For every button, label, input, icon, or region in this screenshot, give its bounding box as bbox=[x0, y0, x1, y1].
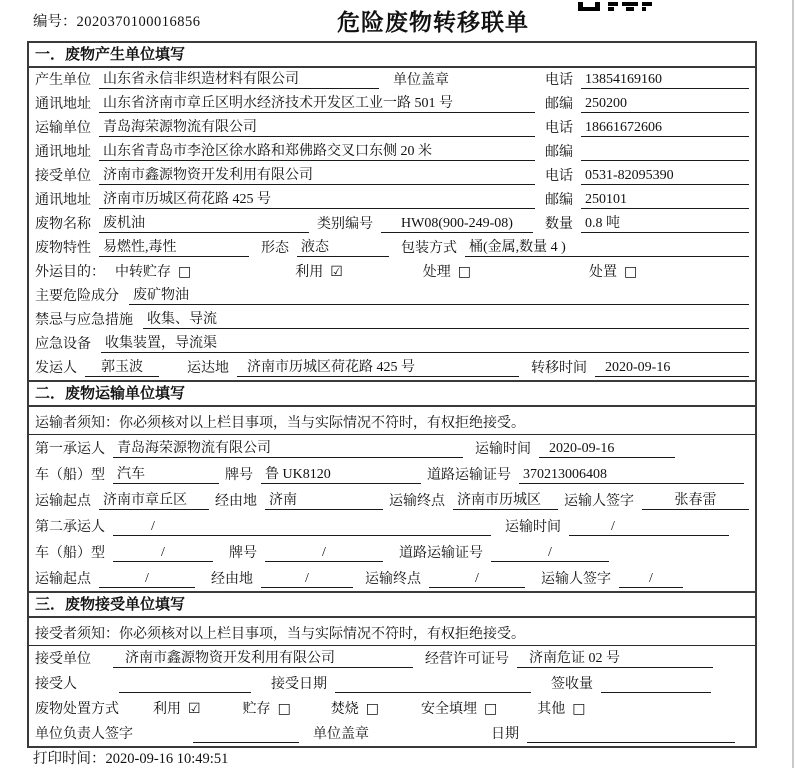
option-label: 其他 bbox=[537, 702, 566, 717]
via-label: 经由地 bbox=[215, 494, 257, 509]
packing-label: 包装方式 bbox=[401, 241, 457, 256]
row-receiver-unit bbox=[29, 164, 755, 188]
second-road-permit-field: / bbox=[491, 545, 609, 562]
producer-unit-field: 山东省永信非织造材料有限公司 bbox=[99, 72, 379, 89]
disposal-option-utilize bbox=[153, 701, 201, 718]
road-permit-label: 道路运输证号 bbox=[399, 546, 483, 561]
row-producer-unit bbox=[29, 68, 755, 92]
carrier-sign-label: 运输人签字 bbox=[541, 572, 611, 587]
address-label: 通讯地址 bbox=[35, 97, 91, 112]
manifest-form bbox=[27, 41, 757, 748]
purpose-option-transfer-storage bbox=[115, 264, 191, 281]
row-producer-address bbox=[29, 92, 755, 116]
checkbox-disposal-storage: □ bbox=[277, 701, 291, 717]
disposal-method-label: 废物处置方式 bbox=[35, 702, 119, 717]
transport-time-label: 运输时间 bbox=[475, 442, 531, 457]
first-road-permit-field: 370213006408 bbox=[519, 467, 744, 484]
option-label: 利用 bbox=[153, 702, 181, 717]
disposal-option-other bbox=[537, 701, 585, 718]
shipper-label: 发运人 bbox=[35, 361, 77, 376]
hazard-component-field: 废矿物油 bbox=[129, 288, 749, 305]
checkbox-disposal-utilize: ☑ bbox=[188, 701, 201, 717]
row-first-route bbox=[29, 487, 755, 513]
plate-label: 牌号 bbox=[229, 546, 257, 561]
option-label: 利用 bbox=[295, 265, 324, 280]
origin-label: 运输起点 bbox=[35, 494, 91, 509]
second-carrier-label: 第二承运人 bbox=[35, 520, 105, 535]
first-origin-field: 济南市章丘区 bbox=[99, 493, 209, 510]
doc-number-value: 2020370100016856 bbox=[76, 14, 201, 30]
checkbox-utilize: ☑ bbox=[330, 264, 343, 280]
license-field: 济南危证 02 号 bbox=[517, 651, 713, 668]
first-carrier-sign-field: 张春雷 bbox=[642, 493, 749, 510]
form-label: 形态 bbox=[261, 241, 289, 256]
second-terminus-field: / bbox=[429, 571, 525, 588]
phone-label: 电话 bbox=[545, 121, 573, 136]
date-label: 日期 bbox=[491, 727, 519, 742]
phone-label: 电话 bbox=[545, 169, 573, 184]
receiver-address-field: 济南市历城区荷花路 425 号 bbox=[99, 192, 535, 209]
checkbox-dispose: □ bbox=[624, 264, 638, 280]
receiver-zip-field: 250101 bbox=[581, 192, 749, 209]
shipper-field: 郭玉波 bbox=[85, 360, 159, 377]
waste-character-field: 易燃性,毒性 bbox=[99, 240, 249, 257]
form-field: 液态 bbox=[297, 240, 389, 257]
second-carrier-field: / bbox=[113, 519, 491, 536]
page-title: 危险废物转移联单 bbox=[337, 9, 529, 35]
hazard-component-label: 主要危险成分 bbox=[35, 289, 119, 304]
receiver-phone-field: 0531-82095390 bbox=[581, 168, 749, 185]
transporter-address-field: 山东省青岛市李沧区徐水路和郑佛路交叉口东侧 20 米 bbox=[99, 144, 535, 161]
qr-code-fragment bbox=[578, 0, 652, 16]
vehicle-type-label: 车（船）型 bbox=[35, 546, 105, 561]
row-waste-name bbox=[29, 212, 755, 236]
category-code-field: HW08(900-249-08) bbox=[381, 216, 533, 233]
quantity-label: 数量 bbox=[545, 217, 573, 232]
quantity-field: 0.8 吨 bbox=[581, 216, 749, 233]
disposal-option-storage bbox=[243, 701, 291, 718]
road-permit-label: 道路运输证号 bbox=[427, 468, 511, 483]
option-label: 中转贮存 bbox=[115, 265, 171, 280]
page-edge-line bbox=[792, 0, 794, 768]
responsible-sign-field bbox=[193, 727, 299, 743]
waste-name-field: 废机油 bbox=[99, 216, 309, 233]
acceptor-field bbox=[119, 677, 251, 693]
row-transporter-address bbox=[29, 140, 755, 164]
first-terminus-field: 济南市历城区 bbox=[453, 493, 558, 510]
first-via-field: 济南 bbox=[265, 493, 383, 510]
accept-unit-field: 济南市鑫源物资开发利用有限公司 bbox=[113, 651, 413, 668]
unit-seal-label: 单位盖章 bbox=[313, 727, 369, 742]
doc-number-label: 编号： bbox=[33, 14, 77, 30]
print-time bbox=[33, 747, 228, 768]
transfer-time-field: 2020-09-16 bbox=[595, 360, 749, 377]
checkbox-disposal-other: □ bbox=[572, 701, 586, 717]
producer-zip-field: 250200 bbox=[581, 96, 749, 113]
first-transport-time-field: 2020-09-16 bbox=[539, 441, 675, 458]
checkbox-disposal-landfill: □ bbox=[484, 701, 498, 717]
emergency-equipment-field: 收集装置，导流渠 bbox=[101, 336, 749, 353]
row-acceptor bbox=[29, 671, 755, 696]
second-carrier-sign-field: / bbox=[619, 571, 683, 588]
first-carrier-label: 第一承运人 bbox=[35, 442, 105, 457]
section-transporter-title: 二．废物运输单位填写 bbox=[29, 382, 755, 407]
row-first-vehicle bbox=[29, 461, 755, 487]
emergency-measures-field: 收集、导流 bbox=[143, 312, 749, 329]
second-transport-time-field: / bbox=[569, 519, 729, 536]
zip-label: 邮编 bbox=[545, 193, 573, 208]
packing-field: 桶(金属,数量 4 ) bbox=[465, 240, 749, 257]
row-emergency-equipment bbox=[29, 332, 755, 356]
responsible-sign-label: 单位负责人签字 bbox=[35, 727, 133, 742]
destination-label: 运达地 bbox=[187, 361, 229, 376]
row-first-carrier bbox=[29, 435, 755, 461]
transporter-phone-field: 18661672606 bbox=[581, 120, 749, 137]
section-producer bbox=[29, 43, 755, 380]
transporter-zip-field bbox=[581, 145, 749, 161]
checkbox-disposal-incinerate: □ bbox=[365, 701, 380, 717]
zip-label: 邮编 bbox=[545, 145, 573, 160]
checkbox-transfer-storage: □ bbox=[178, 264, 192, 280]
via-label: 经由地 bbox=[211, 572, 253, 587]
option-label: 安全填埋 bbox=[421, 702, 478, 717]
category-code-label: 类别编号 bbox=[317, 217, 373, 232]
second-via-field: / bbox=[261, 571, 353, 588]
row-dispatch bbox=[29, 356, 755, 380]
first-plate-field: 鲁 UK8120 bbox=[261, 467, 421, 484]
transporter-unit-field: 青岛海荣源物流有限公司 bbox=[99, 120, 535, 137]
license-label: 经营许可证号 bbox=[425, 652, 509, 667]
first-carrier-field: 青岛海荣源物流有限公司 bbox=[113, 441, 463, 458]
second-vehicle-type-field: / bbox=[113, 545, 213, 562]
terminus-label: 运输终点 bbox=[365, 572, 421, 587]
print-time-value: 2020-09-16 10:49:51 bbox=[105, 751, 229, 767]
row-disposal-method bbox=[29, 696, 755, 721]
second-plate-field: / bbox=[265, 545, 383, 562]
origin-label: 运输起点 bbox=[35, 572, 91, 587]
section-receiver bbox=[29, 591, 755, 746]
emergency-equipment-label: 应急设备 bbox=[35, 337, 91, 352]
address-label: 通讯地址 bbox=[35, 193, 91, 208]
transport-time-label: 运输时间 bbox=[505, 520, 561, 535]
transporter-unit-label: 运输单位 bbox=[35, 121, 91, 136]
section-producer-title: 一．废物产生单位填写 bbox=[29, 43, 755, 68]
plate-label: 牌号 bbox=[225, 468, 253, 483]
purpose-option-dispose bbox=[589, 264, 637, 281]
signed-quantity-field bbox=[601, 677, 711, 693]
row-second-vehicle bbox=[29, 539, 755, 565]
unit-seal-label: 单位盖章 bbox=[393, 73, 449, 88]
section-transporter bbox=[29, 380, 755, 591]
row-second-carrier bbox=[29, 513, 755, 539]
receiver-notice: 接受者须知：你必须核对以上栏目事项，当与实际情况不符时，有权拒绝接受。 bbox=[29, 618, 755, 646]
accept-date-label: 接受日期 bbox=[271, 677, 327, 692]
second-origin-field: / bbox=[99, 571, 195, 588]
acceptor-label: 接受人 bbox=[35, 677, 77, 692]
terminus-label: 运输终点 bbox=[389, 494, 445, 509]
carrier-sign-label: 运输人签字 bbox=[564, 494, 634, 509]
print-time-label: 打印时间： bbox=[33, 751, 106, 767]
option-label: 焚烧 bbox=[330, 702, 359, 717]
purpose-label: 外运目的： bbox=[35, 265, 105, 280]
first-vehicle-type-field: 汽车 bbox=[113, 467, 219, 484]
option-label: 处置 bbox=[589, 265, 618, 280]
receiver-unit-field: 济南市鑫源物资开发利用有限公司 bbox=[99, 168, 535, 185]
waste-name-label: 废物名称 bbox=[35, 217, 91, 232]
destination-field: 济南市历城区荷花路 425 号 bbox=[237, 360, 519, 377]
checkbox-treat: □ bbox=[457, 264, 472, 280]
waste-character-label: 废物特性 bbox=[35, 241, 91, 256]
row-waste-character bbox=[29, 236, 755, 260]
transfer-time-label: 转移时间 bbox=[531, 361, 587, 376]
emergency-measures-label: 禁忌与应急措施 bbox=[35, 313, 133, 328]
phone-label: 电话 bbox=[545, 73, 573, 88]
date-field bbox=[527, 727, 735, 743]
section-receiver-title: 三．废物接受单位填写 bbox=[29, 593, 755, 618]
disposal-option-landfill bbox=[421, 701, 497, 718]
purpose-option-treat bbox=[423, 264, 471, 281]
accept-date-field bbox=[335, 677, 531, 693]
producer-phone-field: 13854169160 bbox=[581, 72, 749, 89]
producer-address-field: 山东省济南市章丘区明水经济技术开发区工业一路 501 号 bbox=[99, 96, 535, 113]
row-responsible-sign bbox=[29, 721, 755, 746]
zip-label: 邮编 bbox=[545, 97, 573, 112]
vehicle-type-label: 车（船）型 bbox=[35, 468, 105, 483]
accept-unit-label: 接受单位 bbox=[35, 652, 91, 667]
transporter-notice: 运输者须知：你必须核对以上栏目事项，当与实际情况不符时，有权拒绝接受。 bbox=[29, 407, 755, 435]
address-label: 通讯地址 bbox=[35, 145, 91, 160]
receiver-unit-label: 接受单位 bbox=[35, 169, 91, 184]
option-label: 贮存 bbox=[242, 702, 271, 717]
row-receiver-address bbox=[29, 188, 755, 212]
purpose-option-utilize bbox=[295, 264, 343, 281]
row-transfer-purpose bbox=[29, 260, 755, 284]
row-emergency-measures bbox=[29, 308, 755, 332]
row-accept-unit bbox=[29, 646, 755, 671]
row-transporter-unit bbox=[29, 116, 755, 140]
row-second-route bbox=[29, 565, 755, 591]
producer-unit-label: 产生单位 bbox=[35, 73, 91, 88]
row-hazard-component bbox=[29, 284, 755, 308]
disposal-option-incinerate bbox=[331, 701, 379, 718]
option-label: 处理 bbox=[422, 265, 451, 280]
signed-quantity-label: 签收量 bbox=[551, 677, 593, 692]
